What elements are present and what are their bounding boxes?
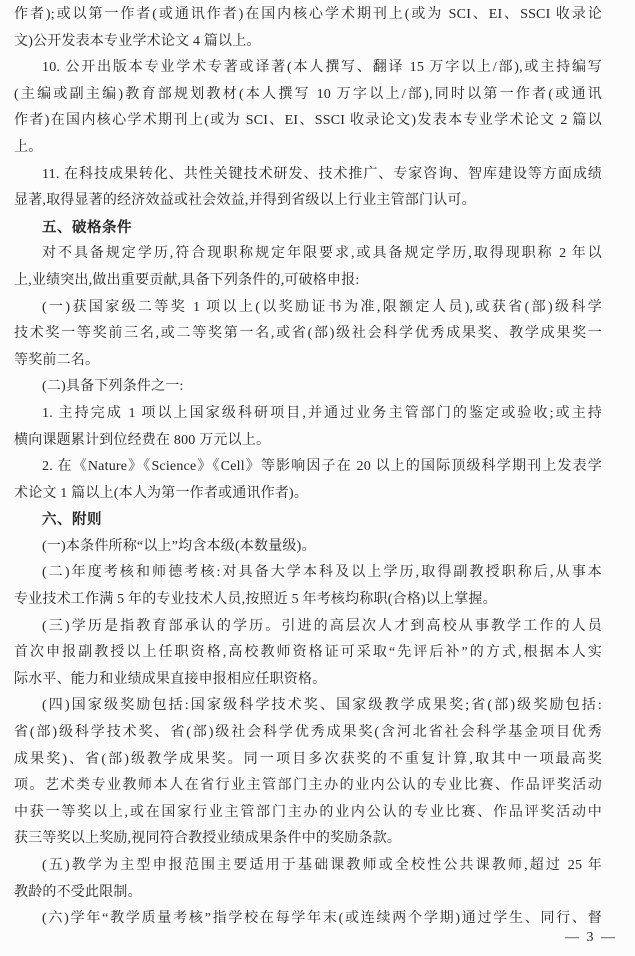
text-line: (四)国家级奖励包括:国家级科学技术奖、国家级教学成果奖;省(部)级奖励包括: bbox=[42, 698, 602, 714]
text-line: (六)学年“教学质量考核”指学校在每学年末(或连续两个学期)通过学生、同行、督 bbox=[42, 911, 602, 927]
para-item-5-1 bbox=[14, 295, 602, 375]
text-line: (一)本条件所称“以上”均含本级(本数量级)。 bbox=[42, 538, 316, 554]
text-line: 上。 bbox=[14, 139, 43, 155]
para-item-9-continued bbox=[14, 2, 602, 55]
para-item-6-3 bbox=[14, 614, 602, 694]
para-section-5-intro bbox=[14, 241, 602, 294]
text-line: (主编或副主编)教育部规划教材(本人撰写 10 万字以上/部),同时以第一作者(或通讯 bbox=[14, 86, 602, 102]
text-line: (二)具备下列条件之一: bbox=[42, 379, 184, 395]
text-line: 文)公开发表本专业学术论文 4 篇以上。 bbox=[14, 33, 261, 49]
text-line: 2. 在《Nature》《Science》《Cell》等影响因子在 20 以上的国际顶级科学期刊上发表学 bbox=[42, 459, 602, 475]
text-line: 横向课题累计到位经费在 800 万元以上。 bbox=[14, 432, 271, 448]
page-number: — 3 — bbox=[565, 930, 617, 945]
text-line: (二)年度考核和师德考核:对具备大学本科及以上学历,取得副教授职称后,从事本 bbox=[42, 565, 602, 581]
section-heading-line: 五、破格条件 bbox=[42, 219, 132, 236]
text-line: 10. 公开出版本专业学术专著或译著(本人撰写、翻译 15 万字以上/部),或主持编写 bbox=[42, 60, 602, 76]
text-line: 作者)在国内核心学术期刊上(或为 SCI、EI、SSCI 收录论文)发表本专业学术论文 2 篇以 bbox=[14, 113, 602, 129]
section-heading-line: 六、附则 bbox=[42, 512, 102, 529]
text-line: 成果奖)、省(部)级教学成果奖。同一项目多次获奖的不重复计算,取其中一项最高奖 bbox=[14, 751, 602, 767]
text-line: (三)学历是指教育部承认的学历。引进的高层次人才到高校从事教学工作的人员 bbox=[42, 618, 602, 634]
para-item-5-2-1 bbox=[14, 401, 602, 454]
text-line: 上,业绩突出,做出重要贡献,具备下列条件的,可破格申报: bbox=[14, 272, 360, 288]
text-line: 首次申报副教授以上任职资格,高校教师资格证可采取“先评后补”的方式,根据本人实 bbox=[14, 645, 602, 661]
text-line: (五)教学为主型申报范围主要适用于基础课教师或全校性公共课教师,超过 25 年 bbox=[42, 858, 602, 873]
text-line: 项。艺术类专业教师本人在省行业主管部门主办的业内公认的专业比赛、作品评奖活动 bbox=[14, 778, 602, 794]
para-item-6-4 bbox=[14, 693, 602, 853]
text-line: 术论文 1 篇以上(本人为第一作者或通讯作者)。 bbox=[14, 485, 309, 501]
text-line: 中获一等奖以上,或在国家行业主管部门主办的业内公认的专业比赛、作品评奖活动中 bbox=[14, 804, 602, 820]
para-item-10 bbox=[14, 55, 602, 161]
para-item-11 bbox=[14, 162, 602, 215]
text-line: 作者);或以第一作者(或通讯作者)在国内核心学术期刊上(或为 SCI、EI、SSCI 收录论 bbox=[14, 7, 602, 22]
para-item-6-5 bbox=[14, 853, 602, 906]
text-line: (一)获国家级二等奖 1 项以上(以奖励证书为准,限额定人员),或获省(部)级科学 bbox=[42, 299, 602, 315]
text-line: 显著,取得显著的经济效益或社会效益,并得到省级以上行业主管部门认可。 bbox=[14, 193, 476, 209]
para-item-6-1 bbox=[14, 534, 602, 561]
para-item-5-2-2 bbox=[14, 454, 602, 507]
para-item-6-6 bbox=[14, 906, 602, 933]
para-item-5-2 bbox=[14, 374, 602, 401]
heading-section-5 bbox=[14, 215, 602, 242]
text-line: 11. 在科技成果转化、共性关键技术研发、技术推广、专家咨询、智库建设等方面成绩 bbox=[42, 166, 602, 182]
text-line: 获三等奖以上奖励,视同符合教授业绩成果条件中的奖励条款。 bbox=[14, 831, 402, 847]
text-line: 专业技术工作满 5 年的专业技术人员,按照近 5 年考核均称职(合格)以上掌握。 bbox=[14, 592, 497, 608]
document-body bbox=[14, 2, 602, 933]
text-line: 际水平、能力和业绩成果直接申报相应任职资格。 bbox=[14, 671, 327, 687]
para-item-6-2 bbox=[14, 560, 602, 613]
text-line: 省(部)级科学技术奖、省(部)级社会科学优秀成果奖(含河北省社会科学基金项目优秀 bbox=[14, 725, 602, 741]
text-line: 等奖前二名。 bbox=[14, 352, 100, 368]
text-line: 技术奖一等奖前三名,或二等奖第一名,或省(部)级社会科学优秀成果奖、教学成果奖一 bbox=[14, 326, 602, 342]
text-line: 1. 主持完成 1 项以上国家级科研项目,并通过业务主管部门的鉴定或验收;或主持 bbox=[42, 405, 602, 421]
text-line: 教龄的不受此限制。 bbox=[14, 884, 142, 900]
heading-section-6 bbox=[14, 507, 602, 534]
text-line: 对不具备规定学历,符合现职称规定年限要求,或具备规定学历,取得现职称 2 年以 bbox=[42, 246, 602, 262]
